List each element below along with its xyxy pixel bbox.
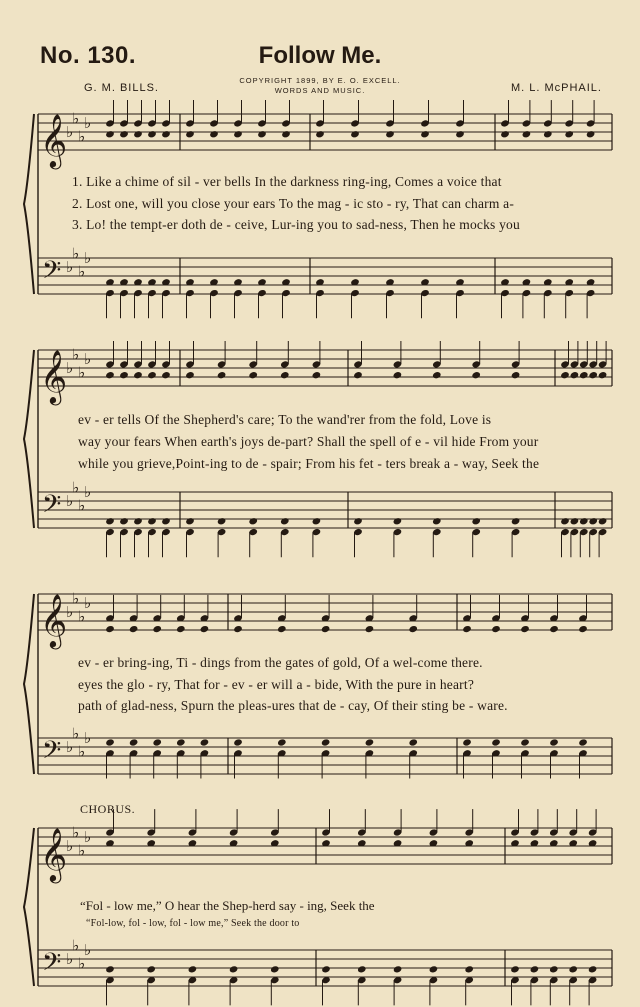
note-head xyxy=(146,965,156,973)
note-head xyxy=(471,371,481,379)
note-head xyxy=(229,965,239,973)
note-head xyxy=(511,371,521,379)
note-head xyxy=(161,371,171,379)
treble-clef: 𝄞 xyxy=(40,113,68,167)
note-head xyxy=(462,738,472,746)
note-head xyxy=(312,371,322,379)
bass-clef: 𝄢 xyxy=(42,948,62,984)
note-head xyxy=(321,965,331,973)
note-head xyxy=(248,371,258,379)
flat-sign: ♭ xyxy=(66,738,74,756)
flat-sign: ♭ xyxy=(84,729,92,747)
flat-sign: ♭ xyxy=(66,837,74,855)
flat-sign: ♭ xyxy=(84,114,92,132)
flat-sign: ♭ xyxy=(78,262,86,281)
note-head xyxy=(598,517,608,525)
note-head xyxy=(233,130,243,138)
note-head xyxy=(217,517,227,525)
flat-sign: ♭ xyxy=(72,589,80,608)
note-head xyxy=(578,625,588,633)
note-head xyxy=(315,130,325,138)
note-head xyxy=(586,130,596,138)
note-head xyxy=(549,965,559,973)
treble-clef: 𝄞 xyxy=(40,593,68,647)
note-head xyxy=(105,130,115,138)
note-head xyxy=(350,130,360,138)
flat-sign: ♭ xyxy=(66,950,74,968)
note-head xyxy=(176,738,186,746)
flat-sign: ♭ xyxy=(66,492,74,510)
note-head xyxy=(152,738,162,746)
flat-sign: ♭ xyxy=(72,724,80,743)
note-head xyxy=(277,738,287,746)
flat-sign: ♭ xyxy=(84,941,92,959)
note-head xyxy=(588,965,598,973)
note-head xyxy=(570,371,580,379)
note-head xyxy=(280,517,290,525)
note-head xyxy=(152,625,162,633)
note-head xyxy=(281,130,291,138)
note-head xyxy=(393,965,403,973)
note-head xyxy=(408,625,418,633)
note-head xyxy=(133,371,143,379)
note-head xyxy=(464,965,474,973)
flat-sign: ♭ xyxy=(78,742,86,761)
note-head xyxy=(365,625,375,633)
note-head xyxy=(511,517,521,525)
verse-3-line: 3. Lo! the tempt-er doth de - ceive, Lur-ing you to sad-ness, Then he mocks you xyxy=(72,217,520,232)
note-head xyxy=(530,965,540,973)
note-head xyxy=(393,371,403,379)
verse-2-line: eyes the glo - ry, That for - ev - er will a - bide, With the pure in heart? xyxy=(78,677,475,692)
flat-sign: ♭ xyxy=(84,350,92,368)
system-brace xyxy=(24,114,34,294)
flat-sign: ♭ xyxy=(66,258,74,276)
note-head xyxy=(233,625,243,633)
system-brace xyxy=(24,350,34,528)
note-head xyxy=(161,517,171,525)
note-head xyxy=(200,625,210,633)
flat-sign: ♭ xyxy=(78,954,86,973)
note-head xyxy=(147,371,157,379)
note-head xyxy=(549,625,559,633)
hymn-title: Follow Me. xyxy=(258,42,382,69)
note-head xyxy=(500,130,510,138)
note-head xyxy=(277,625,287,633)
note-head xyxy=(133,130,143,138)
note-head xyxy=(147,517,157,525)
note-head xyxy=(491,625,501,633)
note-head xyxy=(420,130,430,138)
flat-sign: ♭ xyxy=(84,828,92,846)
verse-2-line: way your fears When earth's joys de-part? Shall the spell of e - vil hide From your xyxy=(78,434,539,449)
note-head xyxy=(257,130,267,138)
verse-3-line: path of glad-ness, Spurn the pleas-ures that de - cay, Of their sting be - ware. xyxy=(78,698,508,713)
note-head xyxy=(119,371,129,379)
note-head xyxy=(579,517,589,525)
copyright-line: COPYRIGHT 1899, BY E. O. EXCELL. xyxy=(239,76,401,85)
note-head xyxy=(321,738,331,746)
note-head xyxy=(217,371,227,379)
flat-sign: ♭ xyxy=(72,478,80,497)
note-head xyxy=(462,625,472,633)
note-head xyxy=(570,517,580,525)
flat-sign: ♭ xyxy=(72,823,80,842)
note-head xyxy=(560,517,570,525)
verse-2-line: 2. Lost one, will you close your ears To the mag - ic sto - ry, That can charm a- xyxy=(72,196,515,211)
note-head xyxy=(185,517,195,525)
flat-sign: ♭ xyxy=(72,936,80,955)
note-head xyxy=(588,371,598,379)
note-head xyxy=(209,130,219,138)
note-head xyxy=(357,965,367,973)
note-head xyxy=(579,371,589,379)
note-head xyxy=(522,130,532,138)
flat-sign: ♭ xyxy=(78,607,86,626)
flat-sign: ♭ xyxy=(66,359,74,377)
flat-sign: ♭ xyxy=(78,841,86,860)
note-head xyxy=(129,625,139,633)
flat-sign: ♭ xyxy=(84,594,92,612)
flat-sign: ♭ xyxy=(72,109,80,128)
note-head xyxy=(200,738,210,746)
system-brace xyxy=(24,828,34,986)
flat-sign: ♭ xyxy=(72,345,80,364)
flat-sign: ♭ xyxy=(66,603,74,621)
note-head xyxy=(188,965,198,973)
treble-clef: 𝄞 xyxy=(40,349,68,403)
note-head xyxy=(564,130,574,138)
chorus-label: CHORUS. xyxy=(80,802,136,816)
flat-sign: ♭ xyxy=(84,483,92,501)
note-head xyxy=(510,965,520,973)
note-head xyxy=(105,965,115,973)
bass-clef: 𝄢 xyxy=(42,256,62,292)
note-head xyxy=(598,371,608,379)
note-head xyxy=(393,517,403,525)
note-head xyxy=(147,130,157,138)
system-brace xyxy=(24,594,34,774)
note-head xyxy=(432,517,442,525)
composer-credit: M. L. McPHAIL. xyxy=(510,82,602,94)
hymn-number: No. 130. xyxy=(40,42,137,69)
note-head xyxy=(133,517,143,525)
bass-clef: 𝄢 xyxy=(42,736,62,772)
note-head xyxy=(432,371,442,379)
note-head xyxy=(312,517,322,525)
verse-1-line: 1. Like a chime of sil - ver bells In the darkness ring-ing, Comes a voice that xyxy=(72,174,502,189)
note-head xyxy=(353,517,363,525)
note-head xyxy=(365,738,375,746)
note-head xyxy=(185,371,195,379)
note-head xyxy=(568,965,578,973)
verse-1-line: ev - er bring-ing, Ti - dings from the gates of gold, Of a wel-come there. xyxy=(78,655,483,670)
flat-sign: ♭ xyxy=(66,123,74,141)
note-head xyxy=(385,130,395,138)
note-head xyxy=(233,738,243,746)
note-head xyxy=(105,371,115,379)
note-head xyxy=(176,625,186,633)
note-head xyxy=(578,738,588,746)
note-head xyxy=(185,130,195,138)
note-head xyxy=(248,517,258,525)
note-head xyxy=(588,517,598,525)
flat-sign: ♭ xyxy=(78,363,86,382)
note-head xyxy=(119,130,129,138)
note-head xyxy=(408,738,418,746)
note-head xyxy=(353,371,363,379)
note-head xyxy=(455,130,465,138)
verse-3-line: while you grieve,Point-ing to de - spair; From his fet - ters break a - way, Seek the xyxy=(78,456,540,471)
note-head xyxy=(549,738,559,746)
note-head xyxy=(491,738,501,746)
note-head xyxy=(429,965,439,973)
treble-clef: 𝄞 xyxy=(40,827,68,881)
note-head xyxy=(161,130,171,138)
chorus-lyric-line: “Fol - low me,” O hear the Shep-herd say - ing, Seek the xyxy=(80,898,375,913)
flat-sign: ♭ xyxy=(78,496,86,515)
chorus-lyric-line-alto: “Fol-low, fol - low, fol - low me,” Seek the door to xyxy=(86,918,300,929)
note-head xyxy=(560,371,570,379)
note-head xyxy=(129,738,139,746)
note-head xyxy=(119,517,129,525)
lyricist-credit: G. M. BILLS. xyxy=(84,82,159,94)
note-head xyxy=(321,625,331,633)
note-head xyxy=(280,371,290,379)
note-head xyxy=(105,517,115,525)
bass-clef: 𝄢 xyxy=(42,490,62,526)
note-head xyxy=(543,130,553,138)
flat-sign: ♭ xyxy=(72,244,80,263)
note-head xyxy=(270,965,280,973)
note-head xyxy=(105,625,115,633)
note-head xyxy=(471,517,481,525)
note-head xyxy=(520,625,530,633)
words-and-music-line: WORDS AND MUSIC. xyxy=(274,86,366,95)
verse-1-line: ev - er tells Of the Shepherd's care; To the wand'rer from the fold, Love is xyxy=(78,412,492,427)
note-head xyxy=(105,738,115,746)
flat-sign: ♭ xyxy=(84,249,92,267)
flat-sign: ♭ xyxy=(78,127,86,146)
note-head xyxy=(520,738,530,746)
